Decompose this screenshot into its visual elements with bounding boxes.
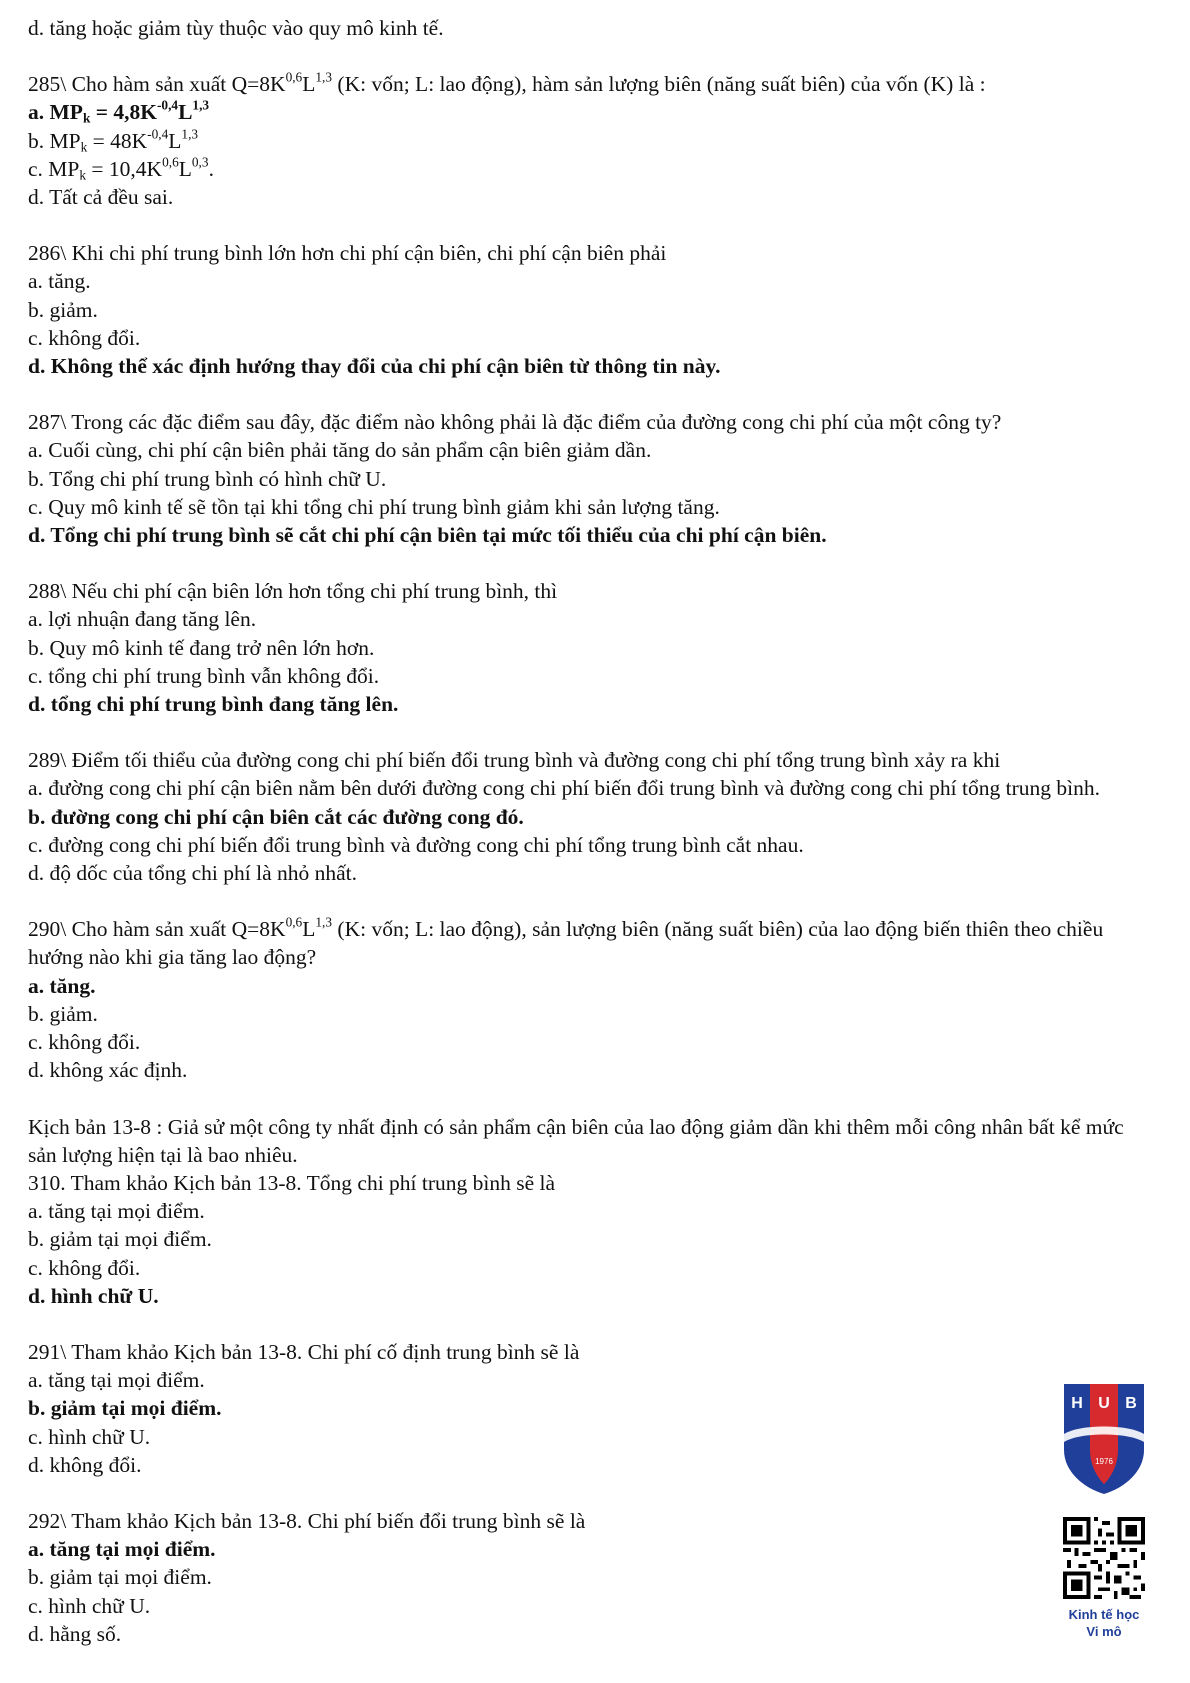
q289-stem: 289\ Điểm tối thiểu của đường cong chi phí biến đổi trung bình và đường cong chi phí tổng trung bình xảy ra khi bbox=[28, 748, 1001, 773]
q310-stem: 310. Tham khảo Kịch bản 13-8. Tổng chi phí trung bình sẽ là bbox=[28, 1170, 556, 1195]
q288-option-c: c. tổng chi phí trung bình vẫn không đổi. bbox=[28, 663, 380, 688]
logo-letter-u: U bbox=[1098, 1395, 1110, 1412]
q285-stem: 285\ Cho hàm sản xuất $Q=8K^{0,6}L^{1,3}$ (K: vốn; L: lao động), hàm sản lượng biên (năng suất biên) của vốn (K) là : bbox=[28, 69, 986, 97]
q288-option-d: d. tổng chi phí trung bình đang tăng lên. bbox=[28, 692, 399, 717]
q286-stem: 286\ Khi chi phí trung bình lớn hơn chi phí cận biên, chi phí cận biên phải bbox=[28, 241, 667, 266]
scenario-13-8: Kịch bản 13-8 : Giả sử một công ty nhất định có sản phẩm cận biên của lao động giảm dần khi thêm mỗi công nhân bất kể mức sản lượng hiện tại là bao nhiêu. bbox=[28, 1114, 1124, 1167]
q289-option-b: b. đường cong chi phí cận biên cắt các đường cong đó. bbox=[28, 804, 524, 829]
hub-logo bbox=[1060, 1380, 1148, 1496]
q286-option-b: b. giảm. bbox=[28, 297, 98, 322]
logo-year: 1976 bbox=[1095, 1457, 1113, 1466]
q310-option-b: b. giảm tại mọi điểm. bbox=[28, 1227, 212, 1252]
q286-option-d: d. Không thể xác định hướng thay đổi của chi phí cận biên từ thông tin này. bbox=[28, 354, 721, 379]
q290-stem: 290\ Cho hàm sản xuất $Q=8K^{0,6}L^{1,3}$ (K: vốn; L: lao động), sản lượng biên (năng suất biên) của lao động biến thiên theo chiều hướng nào khi gia tăng lao động? bbox=[28, 914, 1104, 970]
q291-option-a: a. tăng tại mọi điểm. bbox=[28, 1368, 205, 1393]
q290-option-a: a. tăng. bbox=[28, 973, 96, 998]
caption-line-2: Vi mô bbox=[1086, 1624, 1122, 1639]
caption-line-1: Kinh tế học bbox=[1068, 1607, 1140, 1622]
q286-option-c: c. không đổi. bbox=[28, 325, 141, 350]
q290-option-b: b. giảm. bbox=[28, 1001, 98, 1026]
q292-option-c: c. hình chữ U. bbox=[28, 1593, 151, 1618]
logo-letter-h: H bbox=[1071, 1395, 1083, 1412]
q288-stem: 288\ Nếu chi phí cận biên lớn hơn tổng chi phí trung bình, thì bbox=[28, 579, 558, 604]
q291-option-c: c. hình chữ U. bbox=[28, 1424, 151, 1449]
q287-option-c: c. Quy mô kinh tế sẽ tồn tại khi tổng chi phí trung bình giảm khi sản lượng tăng. bbox=[28, 494, 720, 519]
q289-option-d: d. độ dốc của tổng chi phí là nhỏ nhất. bbox=[28, 861, 357, 886]
q287-option-a: a. Cuối cùng, chi phí cận biên phải tăng do sản phẩm cận biên giảm dần. bbox=[28, 438, 652, 463]
q292-option-b: b. giảm tại mọi điểm. bbox=[28, 1565, 212, 1590]
q289-option-a: a. đường cong chi phí cận biên nằm bên dưới đường cong chi phí biến đổi trung bình và đường cong chi phí tổng trung bình. bbox=[28, 776, 1100, 801]
q292-option-d: d. hằng số. bbox=[28, 1621, 122, 1646]
q310-option-c: c. không đổi. bbox=[28, 1255, 141, 1280]
q291-option-b: b. giảm tại mọi điểm. bbox=[28, 1396, 222, 1421]
q287-stem: 287\ Trong các đặc điểm sau đây, đặc điểm nào không phải là đặc điểm của đường cong chi phí của một công ty? bbox=[28, 410, 1002, 435]
q288-option-a: a. lợi nhuận đang tăng lên. bbox=[28, 607, 257, 632]
q292-stem: 292\ Tham khảo Kịch bản 13-8. Chi phí biến đổi trung bình sẽ là bbox=[28, 1508, 586, 1533]
q291-option-d: d. không đổi. bbox=[28, 1452, 142, 1477]
q289-option-c: c. đường cong chi phí biến đổi trung bình và đường cong chi phí tổng trung bình cắt nhau. bbox=[28, 832, 804, 857]
q290-option-d: d. không xác định. bbox=[28, 1058, 188, 1083]
q284-option-d: d. tăng hoặc giảm tùy thuộc vào quy mô kinh tế. bbox=[28, 16, 444, 40]
q310-option-d: d. hình chữ U. bbox=[28, 1283, 159, 1308]
q285-option-c: c. $MP_k = 10,4K^{0,6}L^{0,3}$. bbox=[28, 154, 214, 183]
qr-code bbox=[1063, 1517, 1145, 1599]
q285-option-a: a. $MP_k = 4,8K^{-0,4}L^{1,3}$ bbox=[28, 97, 210, 126]
logo-caption bbox=[1040, 1606, 1168, 1640]
logo-letter-b: B bbox=[1125, 1395, 1137, 1412]
q310-option-a: a. tăng tại mọi điểm. bbox=[28, 1199, 205, 1224]
q286-option-a: a. tăng. bbox=[28, 269, 91, 294]
q287-option-d: d. Tổng chi phí trung bình sẽ cắt chi phí cận biên tại mức tối thiểu của chi phí cận biên. bbox=[28, 523, 827, 548]
q290-option-c: c. không đổi. bbox=[28, 1030, 141, 1055]
q288-option-b: b. Quy mô kinh tế đang trở nên lớn hơn. bbox=[28, 635, 375, 660]
q291-stem: 291\ Tham khảo Kịch bản 13-8. Chi phí cố định trung bình sẽ là bbox=[28, 1339, 580, 1364]
q285-option-b: b. $MP_k = 48K^{-0,4}L^{1,3}$ bbox=[28, 126, 199, 154]
q285-option-d: d. Tất cả đều sai. bbox=[28, 185, 174, 210]
q287-option-b: b. Tổng chi phí trung bình có hình chữ U. bbox=[28, 466, 387, 491]
q292-option-a: a. tăng tại mọi điểm. bbox=[28, 1537, 216, 1562]
